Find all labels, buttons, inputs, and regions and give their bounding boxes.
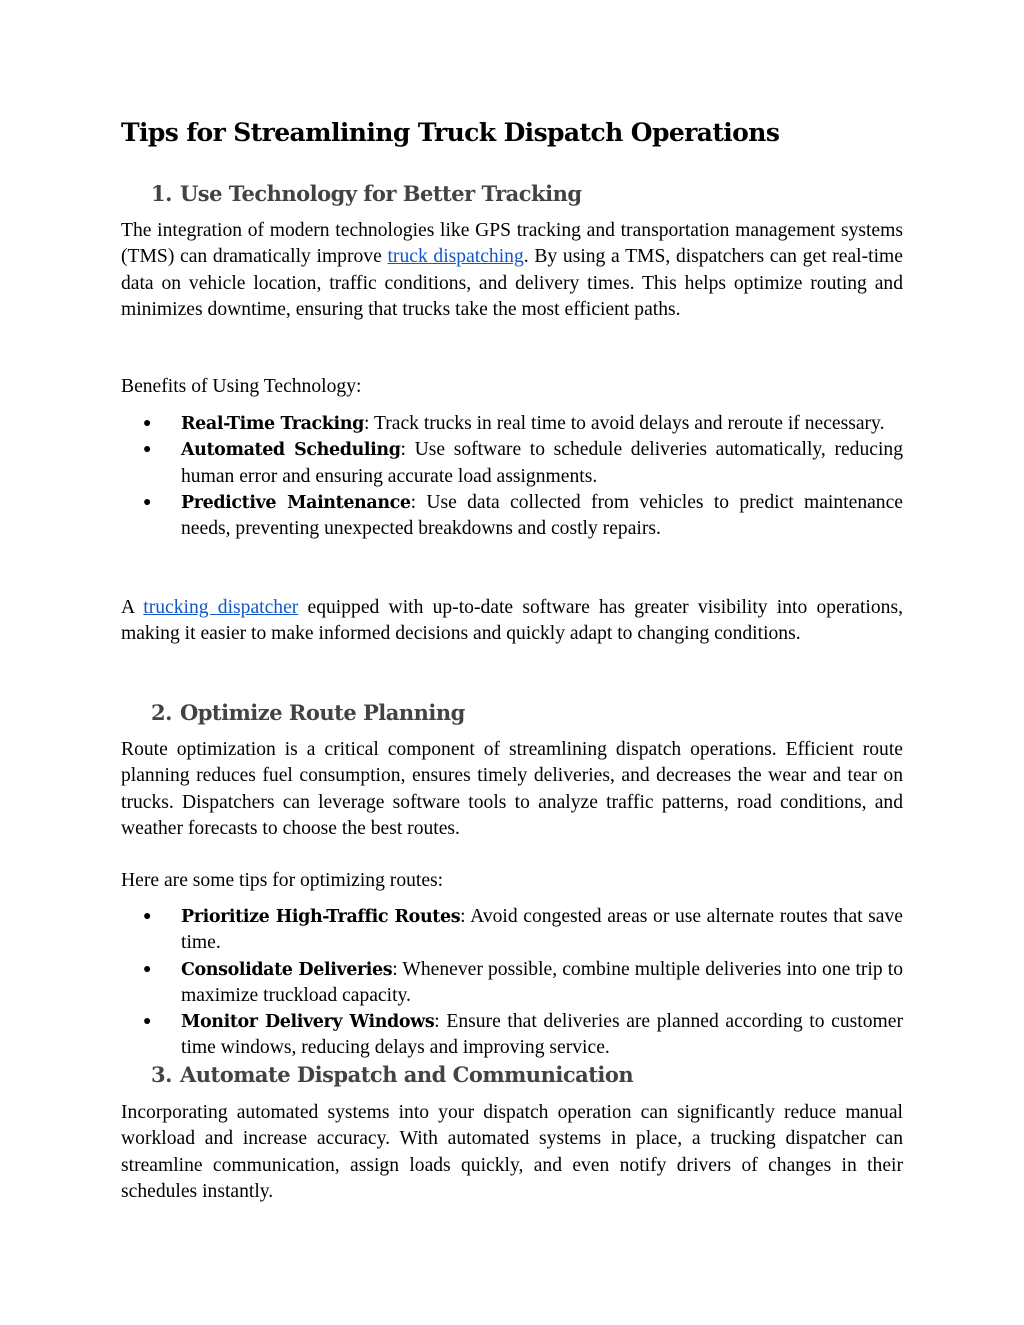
bullet-term: Prioritize High-Traffic Routes: [181, 907, 461, 927]
routes-tips-label: Here are some tips for optimizing routes:: [121, 870, 444, 891]
bullet-icon: ●: [143, 494, 152, 510]
bullet-term: Consolidate Deliveries: [181, 959, 393, 980]
list-item: [121, 490, 903, 543]
list-item: [121, 1009, 903, 1062]
list-item: [121, 411, 903, 437]
bullet-icon: ●: [143, 416, 152, 431]
section-number: 2.: [151, 700, 172, 725]
paragraph-text: . By using a TMS, dispatchers can get real-time data on vehicle location, traffic conditions, and delivery times. This helps optimize routing and minimizes downtime, ensuring that trucks take the most efficient paths.: [121, 246, 903, 320]
section-number: 1.: [151, 181, 172, 206]
benefits-label: Benefits of Using Technology:: [121, 376, 362, 397]
bullet-text: : Whenever possible, combine multiple deliveries into one trip to maximize truckload capacity.: [181, 958, 903, 1006]
section-title: Optimize Route Planning: [179, 700, 465, 725]
section-1-closing: [121, 595, 903, 648]
bullet-icon: ●: [143, 1014, 152, 1030]
paragraph-text: A: [121, 597, 144, 618]
bullet-text: : Use data collected from vehicles to predict maintenance needs, preventing unexpected breakdowns and costly repairs.: [181, 491, 904, 540]
section-1-intro: [121, 218, 903, 323]
bullet-term: Automated Scheduling: [181, 440, 401, 461]
bullet-term: Monitor Delivery Windows: [181, 1012, 435, 1033]
list-item: [121, 957, 903, 1010]
benefits-list: [121, 411, 903, 542]
truck-dispatching-link[interactable]: truck dispatching: [387, 246, 524, 268]
paragraph-text: The integration of modern technologies like GPS tracking and transportation management systems (TMS) can dramatically improve: [121, 220, 903, 268]
bullet-text: : Ensure that deliveries are planned according to customer time windows, reducing delays and improving service.: [181, 1011, 903, 1059]
section-3-heading: [151, 1062, 633, 1087]
bullet-icon: ●: [143, 909, 152, 924]
list-item: [121, 437, 903, 490]
section-title: Automate Dispatch and Communication: [179, 1062, 634, 1087]
bullet-term: Real-Time Tracking: [181, 414, 364, 434]
bullet-text: : Use software to schedule deliveries automatically, reducing human error and ensuring accurate load assignments.: [181, 439, 903, 487]
bullet-term: Predictive Maintenance: [181, 492, 411, 513]
page-title: Tips for Streamlining Truck Dispatch Operations: [121, 118, 780, 147]
bullet-text: : Track trucks in real time to avoid delays and reroute if necessary.: [363, 413, 885, 434]
section-title: Use Technology for Better Tracking: [179, 181, 582, 206]
list-item: [121, 904, 903, 957]
section-3-intro: Incorporating automated systems into your dispatch operation can significantly reduce manual workload and increase accuracy. With automated systems in place, a trucking dispatcher can streamline communication, assign loads quickly, and even notify drivers of changes in their schedules instantly.: [121, 1102, 903, 1202]
trucking-dispatcher-link[interactable]: trucking dispatcher: [143, 597, 299, 618]
section-2-intro: Route optimization is a critical component of streamlining dispatch operations. Efficient route planning reduces fuel consumption, ensures timely deliveries, and decreases the wear and tear on trucks. Dispatchers can leverage software tools to analyze traffic patterns, road conditions, and weather forecasts to choose the best routes.: [121, 739, 903, 839]
bullet-icon: ●: [143, 961, 152, 977]
paragraph-text: equipped with up-to-date software has greater visibility into operations, making it easier to make informed decisions and quickly adapt to changing conditions.: [121, 597, 903, 645]
section-1-heading: [151, 181, 582, 206]
bullet-text: : Avoid congested areas or use alternate routes that save time.: [181, 906, 903, 954]
bullet-icon: ●: [143, 442, 152, 458]
section-number: 3.: [151, 1062, 172, 1087]
section-2-heading: [151, 700, 465, 725]
routes-tips-list: [121, 904, 903, 1062]
